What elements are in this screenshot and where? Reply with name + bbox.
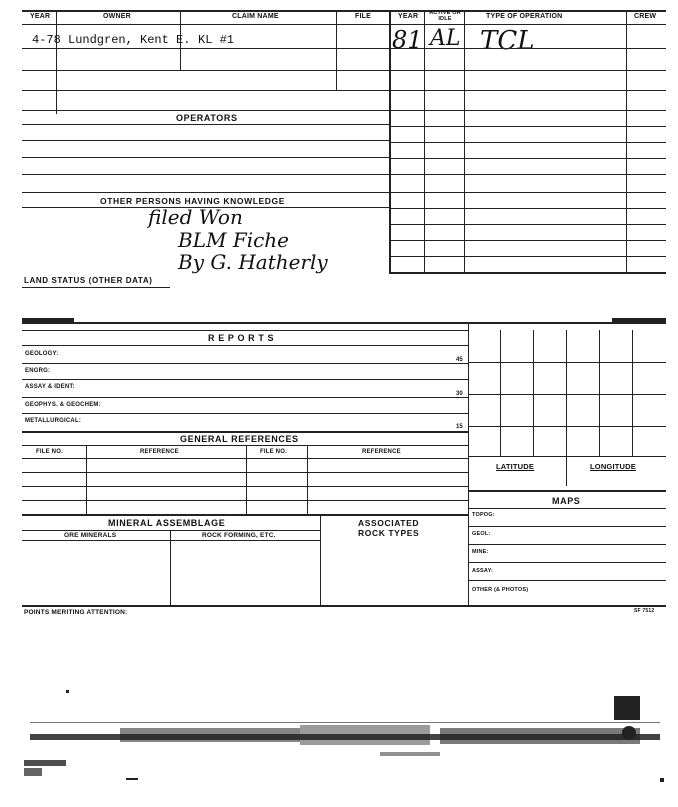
handwritten-note-3: By G. Hatherly (178, 250, 328, 274)
report-row-line (22, 379, 468, 380)
latlong-grid-line (599, 330, 600, 456)
latlong-grid-line (468, 362, 666, 363)
handwritten-note-2: BLM Fiche (178, 228, 290, 252)
scan-noise-band (440, 728, 640, 744)
report-engrg: ENGRG: (25, 368, 51, 374)
land-status-underline (22, 287, 170, 288)
report-row-line (22, 363, 468, 364)
latitude-label: LATITUDE (496, 462, 535, 471)
latlong-grid-line (468, 426, 666, 427)
right-row-line (390, 224, 666, 225)
right-row-line (390, 48, 666, 49)
row-line (22, 70, 390, 71)
right-row-line (390, 142, 666, 143)
mineral-header-bottom (22, 540, 320, 541)
maps-row-line (468, 544, 666, 545)
handwritten-type: TCL (480, 26, 535, 56)
reports-title-bottom (22, 345, 468, 346)
longitude-label: LONGITUDE (590, 462, 636, 471)
row-line (22, 157, 390, 158)
mineral-top (22, 514, 468, 516)
reports-right-divider (468, 322, 469, 606)
mineral-col-divider (170, 530, 171, 606)
knowledge-title: OTHER PERSONS HAVING KNOWLEDGE (100, 196, 286, 206)
header-claim-name: CLAIM NAME (232, 13, 279, 20)
scan-noise-mark (24, 760, 66, 766)
right-row-line (390, 192, 666, 193)
latlong-grid-line (533, 330, 534, 456)
operators-title: OPERATORS (176, 113, 238, 123)
row-line (22, 90, 390, 91)
maps-title-bottom (468, 508, 666, 509)
report-assay-num: 30 (456, 391, 463, 397)
ref-col-divider (307, 445, 308, 515)
maps-mine: MINE: (472, 549, 489, 555)
ref-header-bottom (22, 458, 468, 459)
header-active-idle: ACTIVE OR IDLE (429, 10, 461, 22)
row-line (22, 140, 390, 141)
latlong-grid-line (632, 330, 633, 456)
mineral-title-bottom (22, 530, 320, 531)
header-crew: CREW (634, 13, 657, 20)
report-metallurgical: METALLURGICAL: (25, 418, 82, 424)
scan-black-dot (622, 726, 636, 740)
right-row-line (390, 174, 666, 175)
scan-black-square (614, 696, 640, 720)
scan-noise-band (120, 728, 300, 742)
claim-file-divider (336, 10, 337, 90)
scan-noise-band (300, 725, 430, 745)
associated-divider (320, 514, 321, 606)
points-meriting-label: POINTS MERITING ATTENTION: (24, 609, 128, 616)
right-row-line (390, 110, 666, 111)
ref-row-line (22, 486, 468, 487)
rock-forming-label: ROCK FORMING, ETC. (202, 532, 276, 539)
operators-top-line (22, 124, 390, 125)
header-owner: OWNER (103, 13, 131, 20)
general-refs-top (22, 431, 468, 433)
header-type-operation: TYPE OF OPERATION (486, 13, 563, 20)
associated-label: ASSOCIATED (358, 518, 420, 528)
mineral-assemblage-title: MINERAL ASSEMBLAGE (108, 518, 226, 528)
header-divider (56, 10, 57, 24)
ref-row-line (22, 500, 468, 501)
scan-noise-mark (24, 768, 42, 776)
scan-noise-mark (380, 752, 440, 756)
maps-topog: TOPOG: (472, 512, 495, 518)
report-geophys: GEOPHYS. & GEOCHEM: (25, 402, 101, 408)
report-row-line (22, 397, 468, 398)
reports-top-border (22, 322, 666, 324)
maps-title: MAPS (552, 496, 581, 506)
ore-minerals-label: ORE MINERALS (64, 532, 117, 539)
maps-other: OTHER (& PHOTOS) (472, 587, 529, 593)
scan-noise-mark (126, 778, 138, 780)
ref-col-reference-1: REFERENCE (140, 449, 179, 455)
latlong-grid-line (566, 330, 567, 486)
reports-title-top (22, 330, 468, 331)
right-row-line (390, 70, 666, 71)
reports-bottom-border (22, 605, 666, 607)
rock-types-label: ROCK TYPES (358, 528, 420, 538)
latlong-grid-line (468, 456, 666, 457)
maps-top (468, 490, 666, 492)
maps-row-line (468, 526, 666, 527)
right-row-line (390, 90, 666, 91)
entry-owner: Lundgren, Kent E. (68, 33, 191, 47)
handwritten-active: AL (430, 26, 461, 51)
ref-row-line (22, 472, 468, 473)
right-block-bottom (390, 272, 666, 274)
report-row-line (22, 413, 468, 414)
general-references-title: GENERAL REFERENCES (180, 434, 299, 444)
latlong-grid-line (468, 394, 666, 395)
handwritten-note-1: filed Won (148, 205, 243, 229)
header-year-2: YEAR (398, 13, 419, 20)
right-row-line (390, 208, 666, 209)
right-row-line (390, 256, 666, 257)
ref-col-reference-2: REFERENCE (362, 449, 401, 455)
header-year: YEAR (30, 13, 51, 20)
entry-claim-name: KL #1 (198, 33, 235, 47)
ref-col-divider (246, 445, 247, 515)
maps-row-line (468, 580, 666, 581)
row-line (22, 48, 390, 49)
ref-col-file-no-1: FILE NO. (36, 449, 63, 455)
general-refs-title-bottom (22, 445, 468, 446)
report-metallurgical-num: 15 (456, 424, 463, 430)
right-row-line (390, 158, 666, 159)
header-bottom-line (22, 24, 666, 25)
right-row-line (390, 126, 666, 127)
entry-year: 4-78 (32, 33, 61, 47)
row-line (22, 110, 390, 111)
latlong-grid-line (500, 330, 501, 456)
reports-title: R E P O R T S (208, 333, 275, 343)
form-number: SF 7512 (634, 608, 655, 614)
maps-geol: GEOL: (472, 531, 491, 537)
maps-row-line (468, 562, 666, 563)
row-line (22, 174, 390, 175)
scan-edge-line (30, 722, 660, 723)
land-status-label: LAND STATUS (OTHER DATA) (24, 276, 153, 285)
maps-assay: ASSAY: (472, 568, 494, 574)
scan-noise-mark (660, 778, 664, 782)
report-geology-num: 45 (456, 357, 463, 363)
handwritten-year: 81 (392, 26, 423, 54)
ref-col-divider (86, 445, 87, 515)
report-assay: ASSAY & IDENT: (25, 384, 75, 390)
scan-speck (66, 690, 69, 693)
top-border (22, 10, 666, 12)
header-file: FILE (355, 13, 371, 20)
report-geology: GEOLOGY: (25, 351, 59, 357)
ref-col-file-no-2: FILE NO. (260, 449, 287, 455)
row-line (22, 192, 390, 193)
right-row-line (390, 240, 666, 241)
